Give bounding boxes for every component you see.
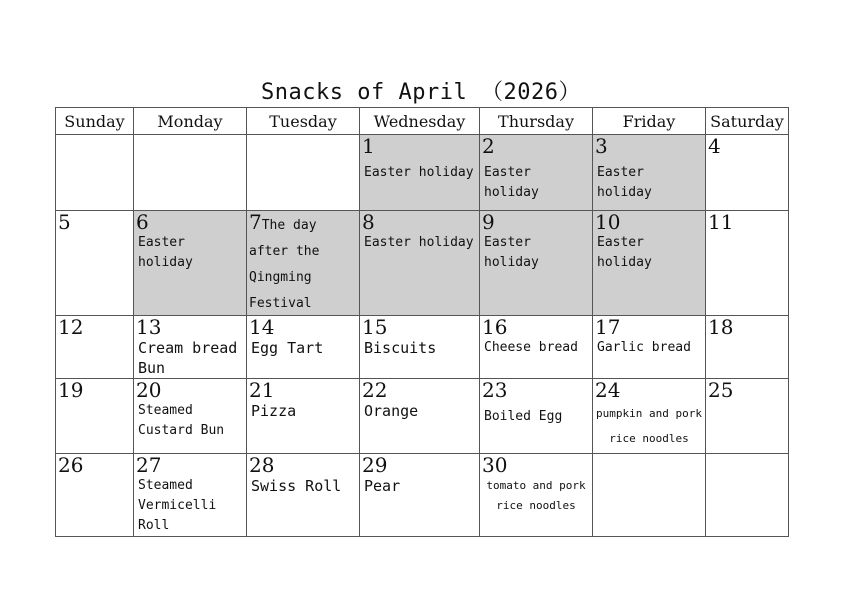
- day-number: 5: [58, 210, 71, 234]
- day-cell-26: [56, 454, 134, 537]
- week-row-1: [56, 135, 789, 211]
- weekday-sunday: Sunday: [56, 108, 134, 135]
- holiday-label: Easter holiday: [597, 165, 652, 200]
- day-number: 4: [708, 134, 721, 158]
- snack-label: Pear: [364, 477, 401, 495]
- weekday-tuesday: Tuesday: [247, 108, 360, 135]
- day-number: 21: [249, 378, 275, 402]
- snack-label: Orange: [364, 402, 419, 420]
- day-cell-15: [360, 316, 480, 379]
- calendar-table: [55, 107, 789, 537]
- day-cell-24: [593, 379, 706, 454]
- snack-label: Swiss Roll: [251, 477, 342, 495]
- day-number: 30: [482, 453, 508, 477]
- snack-label: Steamed Vermicelli Roll: [138, 478, 217, 533]
- day-cell-7: [247, 211, 360, 316]
- day-number: 29: [362, 453, 388, 477]
- day-cell-9: [480, 211, 593, 316]
- day-cell-6: [134, 211, 247, 316]
- day-cell-19: [56, 379, 134, 454]
- day-cell-3: [593, 135, 706, 211]
- day-number: 28: [249, 453, 275, 477]
- empty-day-cell: [247, 135, 360, 211]
- day-number: 23: [482, 378, 508, 402]
- snack-label: tomato and pork rice noodles: [486, 479, 586, 512]
- day-number: 17: [595, 315, 621, 339]
- day-cell-1: [360, 135, 480, 211]
- snack-label: Garlic bread: [597, 340, 691, 355]
- day-cell-13: [134, 316, 247, 379]
- empty-day-cell: [134, 135, 247, 211]
- day-cell-10: [593, 211, 706, 316]
- empty-day-cell: [593, 454, 706, 537]
- day-number: 7: [249, 210, 262, 234]
- day-cell-28: [247, 454, 360, 537]
- week-row-3: [56, 316, 789, 379]
- day-number: 22: [362, 378, 388, 402]
- holiday-label: Easter holiday: [484, 165, 539, 200]
- day-cell-12: [56, 316, 134, 379]
- day-number: 27: [136, 453, 162, 477]
- day-number: 13: [136, 315, 162, 339]
- day-cell-25: [706, 379, 789, 454]
- snack-label: Steamed Custard Bun: [138, 403, 225, 438]
- day-number: 15: [362, 315, 388, 339]
- page-title: Snacks of April （2026）: [261, 80, 581, 105]
- snack-label: Pizza: [251, 402, 297, 420]
- holiday-label: Easter holiday: [138, 235, 193, 270]
- day-cell-22: [360, 379, 480, 454]
- snack-label: Cream bread Bun: [138, 339, 238, 377]
- day-number: 20: [136, 378, 162, 402]
- week-row-4: [56, 379, 789, 454]
- day-number: 3: [595, 134, 608, 158]
- snack-label: pumpkin and pork rice noodles: [596, 407, 702, 445]
- day-cell-5: [56, 211, 134, 316]
- day-number: 12: [58, 315, 84, 339]
- empty-day-cell: [706, 454, 789, 537]
- day-number: 8: [362, 210, 375, 234]
- weekday-friday: Friday: [593, 108, 706, 135]
- day-cell-14: [247, 316, 360, 379]
- day-number: 26: [58, 453, 84, 477]
- weekday-monday: Monday: [134, 108, 247, 135]
- weekday-wednesday: Wednesday: [360, 108, 480, 135]
- day-cell-21: [247, 379, 360, 454]
- holiday-label: The day after the Qingming Festival: [249, 218, 320, 311]
- snack-label: Cheese bread: [484, 340, 578, 355]
- day-cell-29: [360, 454, 480, 537]
- snack-label: Biscuits: [364, 339, 437, 357]
- day-number: 1: [362, 134, 375, 158]
- day-cell-23: [480, 379, 593, 454]
- day-number: 14: [249, 315, 275, 339]
- day-number: 11: [708, 210, 734, 234]
- day-cell-4: [706, 135, 789, 211]
- day-number: 10: [595, 210, 621, 234]
- weekday-header-row: [56, 108, 789, 135]
- week-row-2: [56, 211, 789, 316]
- empty-day-cell: [56, 135, 134, 211]
- day-cell-30: [480, 454, 593, 537]
- holiday-label: Easter holiday: [484, 235, 539, 270]
- day-number: 9: [482, 210, 495, 234]
- holiday-label: Easter holiday: [364, 165, 474, 180]
- day-cell-17: [593, 316, 706, 379]
- day-number: 25: [708, 378, 734, 402]
- weekday-saturday: Saturday: [706, 108, 789, 135]
- day-number: 18: [708, 315, 734, 339]
- weekday-thursday: Thursday: [480, 108, 593, 135]
- day-cell-27: [134, 454, 247, 537]
- day-cell-8: [360, 211, 480, 316]
- holiday-label: Easter holiday: [597, 235, 652, 270]
- day-number: 6: [136, 210, 149, 234]
- holiday-label: Easter holiday: [364, 235, 474, 250]
- day-number: 2: [482, 134, 495, 158]
- day-cell-18: [706, 316, 789, 379]
- day-cell-16: [480, 316, 593, 379]
- day-number: 19: [58, 378, 84, 402]
- day-cell-2: [480, 135, 593, 211]
- week-row-5: [56, 454, 789, 537]
- snack-label: Egg Tart: [251, 339, 324, 357]
- day-number: 24: [595, 378, 621, 402]
- day-number-with-note: [247, 211, 359, 315]
- snack-label: Boiled Egg: [484, 409, 563, 424]
- day-number: 16: [482, 315, 508, 339]
- day-cell-20: [134, 379, 247, 454]
- day-cell-11: [706, 211, 789, 316]
